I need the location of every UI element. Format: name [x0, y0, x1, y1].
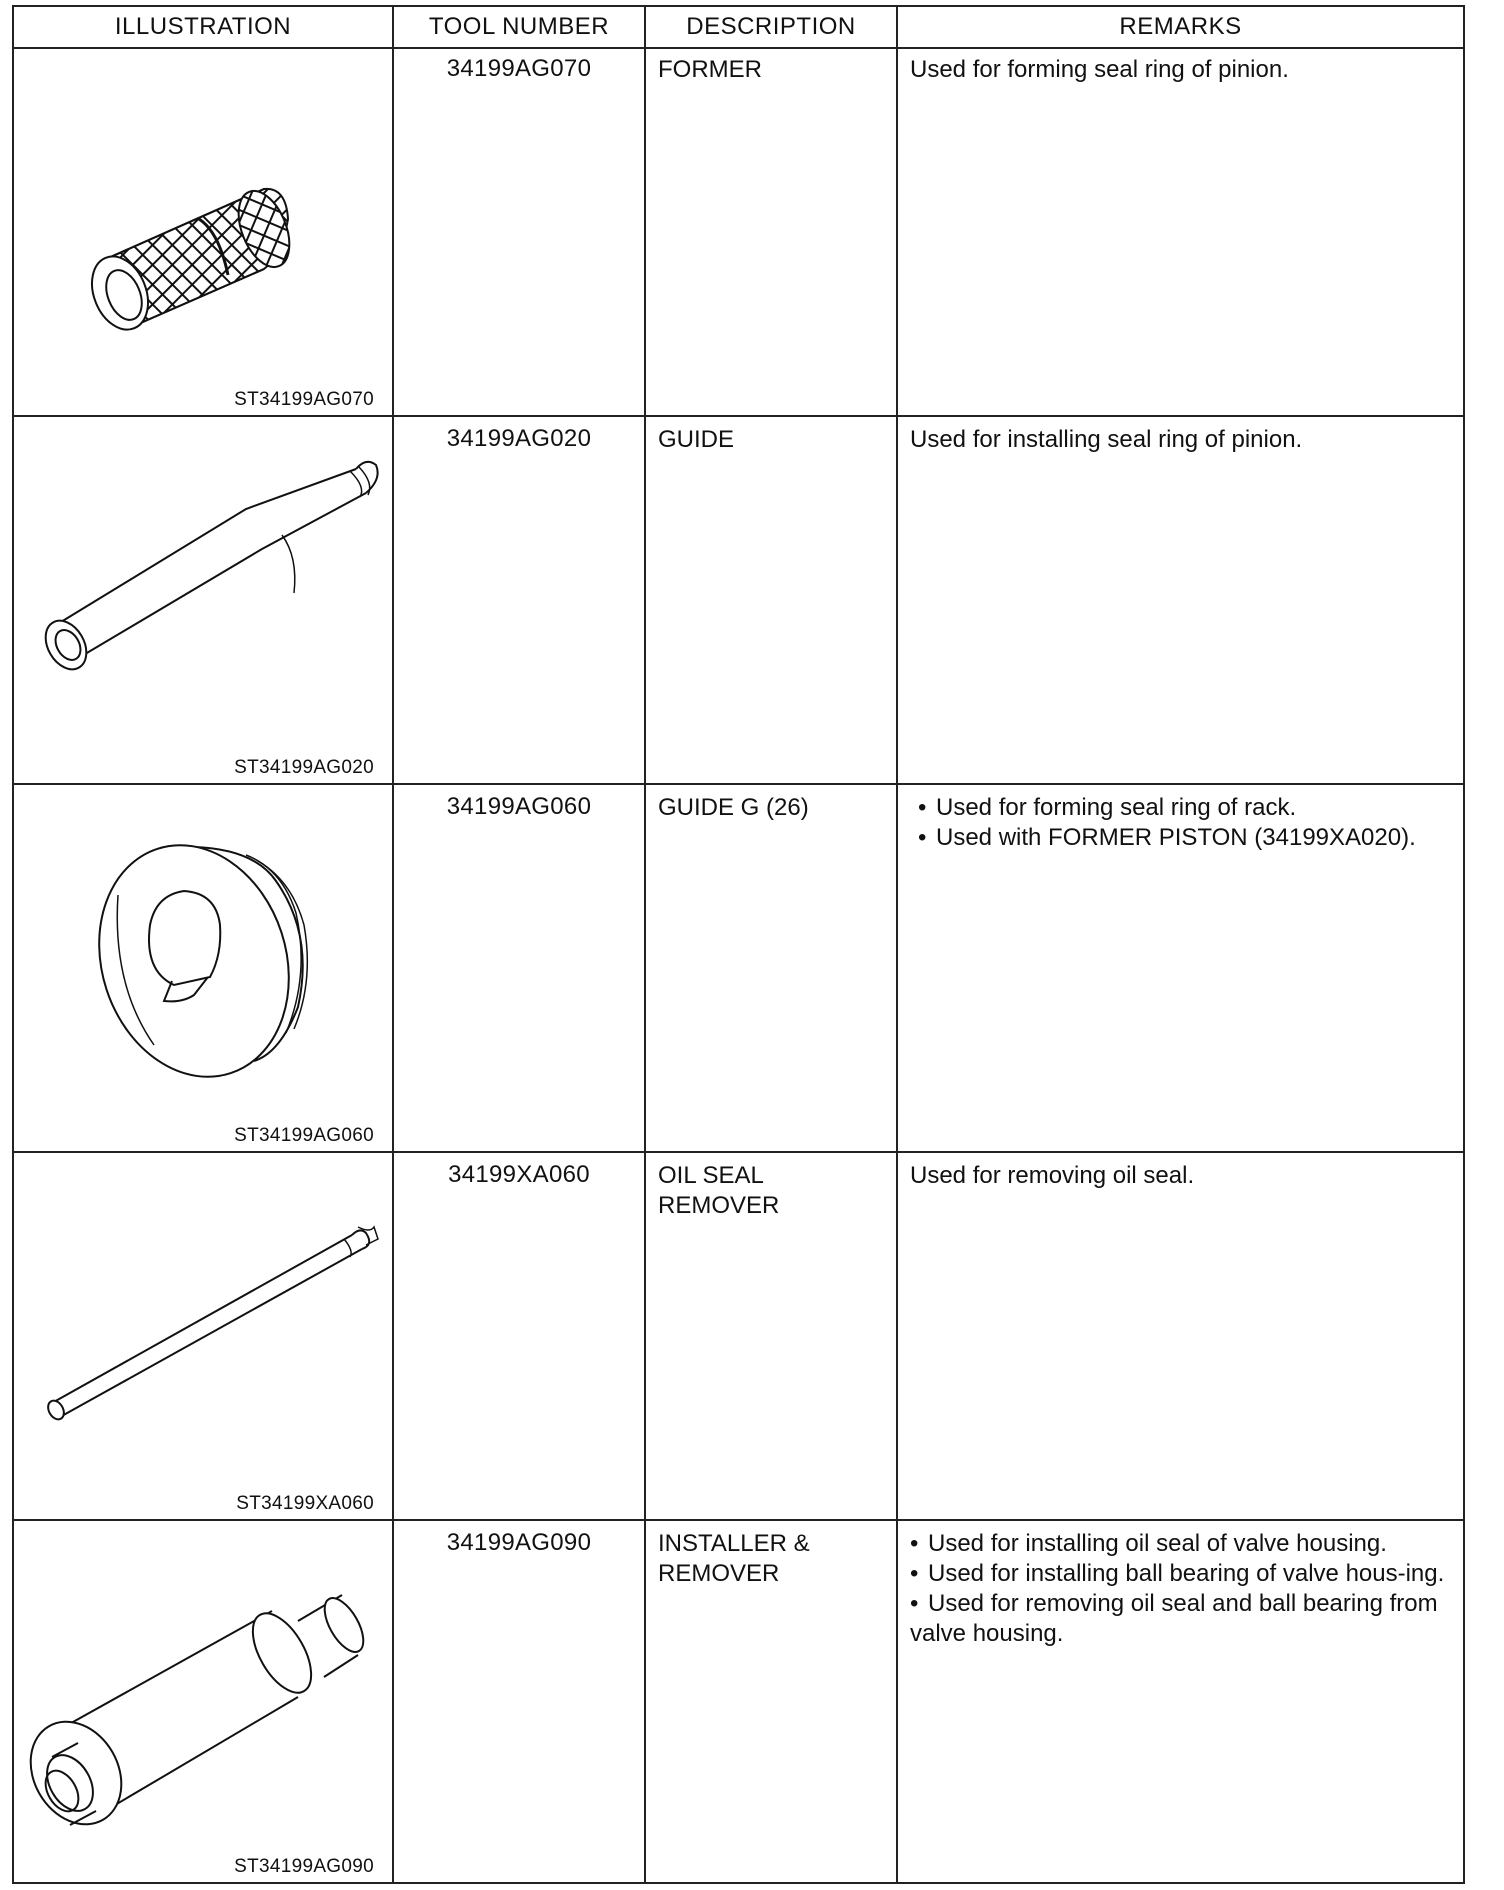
illustration-cell — [14, 47, 392, 415]
guide-tube-icon — [14, 417, 392, 783]
guide-flange-icon — [14, 785, 392, 1151]
tool-number: 34199XA060 — [392, 1153, 644, 1519]
illustration-cell — [14, 417, 392, 783]
former-sleeve-icon — [14, 47, 392, 413]
remark-bullet: • Used for forming seal ring of rack. — [910, 793, 1449, 823]
description: GUIDE G (26) — [644, 785, 896, 1151]
remarks — [896, 785, 1463, 1151]
header-description: DESCRIPTION — [644, 7, 896, 47]
table-row — [14, 1519, 1463, 1882]
tool-number: 34199AG090 — [392, 1521, 644, 1882]
remark-bullet: • Used for removing oil seal and ball bearing from valve housing. — [910, 1589, 1449, 1649]
remarks — [896, 1521, 1463, 1882]
table-row — [14, 783, 1463, 1151]
illustration-cell — [14, 785, 392, 1151]
table-row — [14, 415, 1463, 783]
illustration-code: ST34199AG070 — [234, 389, 374, 410]
illustration-code: ST34199AG020 — [234, 757, 374, 778]
description: GUIDE — [644, 417, 896, 783]
tool-number: 34199AG070 — [392, 47, 644, 415]
header-tool-number: TOOL NUMBER — [392, 7, 644, 47]
tool-number: 34199AG060 — [392, 785, 644, 1151]
remark-text: Used for removing oil seal. — [910, 1162, 1195, 1189]
special-tools-table — [12, 5, 1465, 1884]
remarks — [896, 417, 1463, 783]
table-row — [14, 47, 1463, 415]
remark-bullet: • Used with FORMER PISTON (34199XA020). — [910, 823, 1449, 853]
remark-bullet: • Used for installing oil seal of valve housing. — [910, 1529, 1449, 1559]
illustration-code: ST34199XA060 — [236, 1493, 374, 1514]
remover-rod-icon — [14, 1153, 392, 1519]
remarks — [896, 1153, 1463, 1519]
tool-number: 34199AG020 — [392, 417, 644, 783]
remark-text: Used for forming seal ring of pinion. — [910, 56, 1289, 83]
illustration-cell — [14, 1521, 392, 1882]
table-header — [14, 7, 1463, 49]
description: INSTALLER & REMOVER — [644, 1521, 896, 1882]
header-illustration: ILLUSTRATION — [114, 13, 292, 40]
illustration-cell — [14, 1153, 392, 1519]
table-row — [14, 1151, 1463, 1519]
remarks — [896, 47, 1463, 415]
illustration-code: ST34199AG060 — [234, 1125, 374, 1146]
illustration-code: ST34199AG090 — [234, 1856, 374, 1877]
remark-bullet: • Used for installing ball bearing of valve hous-ing. — [910, 1559, 1449, 1589]
installer-remover-icon — [14, 1521, 392, 1882]
description: FORMER — [644, 47, 896, 415]
description: OIL SEAL REMOVER — [644, 1153, 896, 1519]
header-remarks: REMARKS — [896, 7, 1463, 47]
remark-text: Used for installing seal ring of pinion. — [910, 426, 1303, 453]
